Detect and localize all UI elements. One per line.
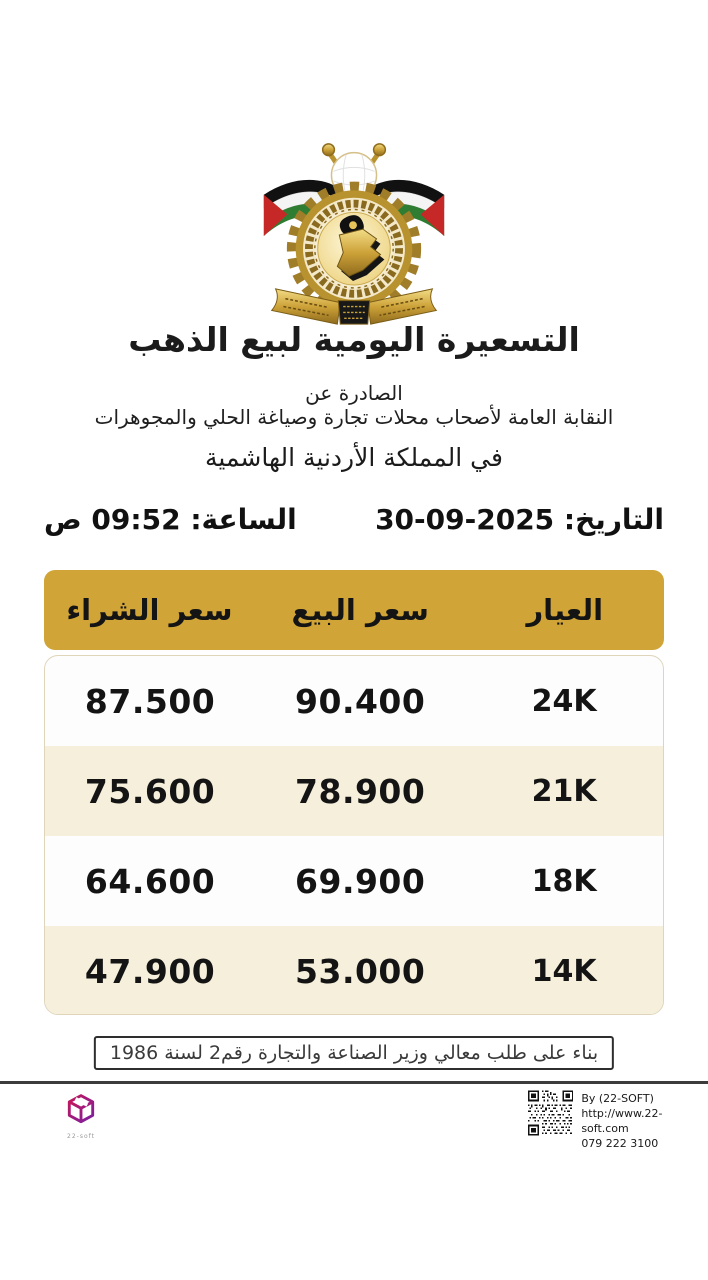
credit-phone: 079 222 3100: [581, 1136, 659, 1150]
table-row: [45, 746, 663, 836]
buy-price-cell: 64.600: [84, 861, 216, 901]
table-header: [44, 570, 664, 650]
cube-logo-caption: 22-soft: [67, 1133, 95, 1140]
buy-price-cell: 75.600: [84, 771, 216, 811]
country-line: في المملكة الأردنية الهاشمية: [205, 443, 503, 472]
page-title: التسعيرة اليومية لبيع الذهب: [128, 320, 580, 359]
buy-price-cell: 87.500: [84, 681, 216, 721]
time-value: 09:52 ص: [44, 503, 181, 536]
developer-logo: [56, 1092, 106, 1140]
jordan-map-icon: [318, 212, 391, 285]
sell-price-cell: 53.000: [295, 951, 426, 991]
qr-code-icon: [528, 1090, 573, 1136]
credit-author: By (22-SOFT): [581, 1092, 654, 1105]
karat-cell: 18K: [531, 863, 597, 899]
sell-price-cell: 78.900: [295, 771, 426, 811]
sell-price-cell: 90.400: [295, 681, 426, 721]
karat-cell: 14K: [531, 953, 597, 989]
issued-by-label: الصادرة عن: [305, 381, 403, 405]
karat-cell: 21K: [531, 773, 597, 809]
buy-price-cell: 47.900: [84, 951, 216, 991]
date-field: [375, 503, 664, 536]
organization-name: النقابة العامة لأصحاب محلات تجارة وصياغة الحلي والمجوهرات: [94, 405, 614, 429]
table-row: [45, 926, 663, 1015]
cube-logo-icon: [63, 1092, 99, 1128]
syndicate-emblem-icon: [246, 136, 462, 332]
time-field: [44, 503, 297, 536]
table-row: [45, 836, 663, 926]
column-header-sell: سعر البيع: [291, 593, 429, 627]
credit-website[interactable]: http://www.22-soft.com: [581, 1106, 663, 1135]
date-time-line: [44, 503, 664, 536]
price-table: [44, 655, 664, 1015]
footer-divider: [0, 1081, 708, 1084]
date-label: التاريخ:: [563, 503, 664, 536]
column-header-buy: سعر الشراء: [66, 593, 233, 627]
sell-price-cell: 69.900: [295, 861, 426, 901]
karat-cell: 24K: [531, 683, 597, 719]
table-row: [45, 656, 663, 746]
time-label: الساعة:: [190, 503, 297, 536]
date-value: 30-09-2025: [375, 503, 555, 536]
column-header-karat: العيار: [526, 593, 604, 627]
legal-note: بناء على طلب معالي وزير الصناعة والتجارة رقم2 لسنة 1986: [94, 1036, 614, 1070]
developer-credit: [528, 1090, 708, 1151]
